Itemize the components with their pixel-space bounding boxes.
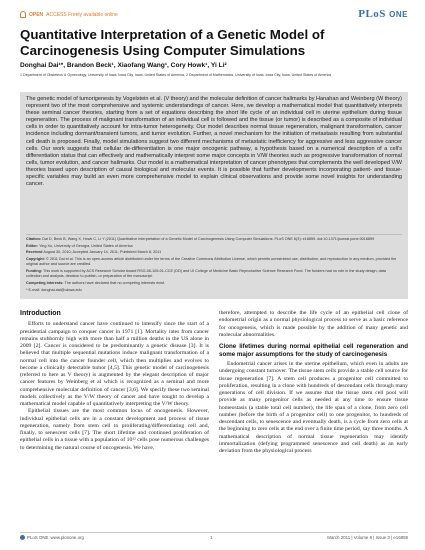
footer-journal	[20, 535, 84, 540]
funding-line: Funding: This work is supported by ACS Research Scholar Award RSG-06-105-01-CCE (DD) and UI College of Medicine Basic Reproductive Science Research Fund. The funders had no role in the study design, data collection and analysis, decision to publish, or preparation of the manuscript.	[26, 269, 386, 279]
funding: This work is supported by ACS Research Scholar Award RSG-06-105-01-CCE (DD) and UI College of Medicine Basic Reproductive Science Research Fund. The funders had no role in the study design, data collection and analysis, decision to publish, or preparation of the manuscript.	[26, 269, 386, 279]
citation: Dai D, Beck B, Wang X, Howk C, Li Y (2011) Quantitative Interpretation of a Genetic Model of Carcinogenesis Using Computer Simulations. PLoS ONE 6(3): e16859. doi:10.1371/journal.pone.0016859	[42, 237, 375, 241]
dates: August 30, 2010; Accepted January 14, 2011; Published March 8, 2011	[43, 250, 162, 255]
paragraph: Efforts to understand cancer have continued to intensify since the start of a presidential campaign to conquer cancer in 1971 [1]. Mortality rates from cancer remains stubbornly high with more than half a million deaths in the US alone in 2009 [2]. Cancer is considered to be predominantly a genetic disease [3]. It is believed that multiple sequential mutations induce malignant transformation of a normal cell into the cancer founder cell, which then multiplies and evolves to become a clinically detectable tumor [4,5]. This genetic model of carcinogenesis (referred to here as V theory) is augmented by the elegant description of major cancer features by Weinberg et al which is recognized as a seminal and more comprehensive molecular definition of cancer [3,6]. We specify these two seminal models collectively as the V/W theory of cancer and have sought to develop a mathematical model capable of quantitatively interpreting the V/W theory.	[20, 321, 209, 407]
page-header	[20, 8, 408, 22]
competing-interests: The authors have declared that no competing interests exist.	[64, 280, 165, 285]
divider	[26, 234, 402, 235]
footer-site-link[interactable]: www.plosone.org	[50, 535, 84, 540]
affiliations: 1 Department of Obstetrics & Gynecology, University of Iowa, Iowa City, Iowa, United States of America, 2 Department of Mathematics, University of Iowa, Iowa City, Iowa, United States of America	[20, 73, 332, 77]
abstract-box	[20, 92, 408, 299]
open-access-label: OPEN	[29, 11, 44, 18]
footer-journal-name: PLoS ONE	[27, 535, 49, 540]
editor-line: Editor: Ying Xu, University of Georgia, United States of America	[26, 243, 133, 248]
paragraph: Epithelial tissues are the most common locus of oncogenesis. However, individual epithelial cells are in a constant development and process of tissue regeneration, namely from stem cell to proliferating/differentiating cell and, finally, to senescent cells [7]. The short lifetime and continued proliferation of epithelial cells in a tissue with a population of 10¹² cells pose numerous challenges to determining the natural course of oncogenesis. We have,	[20, 408, 209, 451]
subsection-heading: Clone lifetimes during normal epithelial cell regeneration and some major assumptions for the study of carcinogenesis	[219, 343, 408, 358]
plos-logo-icon	[20, 535, 25, 540]
open-lock-icon	[20, 11, 26, 18]
journal-logo-text: PLoS	[358, 8, 386, 20]
abstract-text: The genetic model of tumorigenesis by Vogelstein et al. (V theory) and the molecular definition of cancer hallmarks by Hanahan and Weinberg (W theory) represent two of the most comprehensive and systemic understandings of cancer. Here, we develop a mathematical model that quantitatively interprets these seminal cancer theories, starting from a set of equations describing the short life cycle of an individual cell in uterine epithelium during tissue regeneration. The process of malignant transformation of an individual cell is followed and the tissue (or tumor) is described as a composite of individual cells in order to quantitatively account for intra-tumor heterogeneity. Our model describes normal tissue regeneration, malignant transformation, cancer incidence including dormant/transient tumors, and tumor evolution. Further, a novel mechanism for the initiation of metastasis resulting from substantial cell death is proposed. Finally, model simulations suggest two different mechanisms of metastatic inefficiency for aggressive and less aggressive cancer cells. Our work suggests that cellular de-differentiation is one major oncogenic pathway, a hypothesis based on a numerical description of a cell's differentiation status that can effectively and mathematically interpret some major concepts in V/W theories such as progressive transformation of normal cells, tumor evolution, and cancer hallmarks. Our model is a mathematical interpretation of cancer phenotypes that complements the well developed V/W theories based upon description of causal biological and molecular events. It is possible that further developments incorporating patient- and tissue-specific variables may build an even more comprehensive model to explain clinical observations and provide some novel insights for understanding cancer.	[26, 96, 402, 188]
copyright: © 2011 Dai et al. This is an open-access article distributed under the terms of the Creative Commons Attribution License, which permits unrestricted use, distribution, and reproduction in any medium, provided the original author and source are credited.	[26, 257, 397, 267]
dates-line: Received August 30, 2010; Accepted January 14, 2011; Published March 8, 2011	[26, 250, 162, 255]
citation-line: Citation: Dai D, Beck B, Wang X, Howk C, Li Y (2011) Quantitative Interpretation of a Genetic Model of Carcinogenesis Using Computer Simulations. PLoS ONE 6(3): e16859. doi:10.1371/journal.pone.0016859	[26, 237, 375, 241]
email-line[interactable]: * E-mail: donghai-dai@uiowa.edu	[26, 287, 82, 292]
issue-info: March 2011 | Volume 6 | Issue 3 | e16859	[327, 535, 408, 540]
section-heading-introduction: Introduction	[20, 310, 61, 317]
competing-interests-line: Competing Interests: The authors have declared that no competing interests exist.	[26, 280, 165, 285]
journal-logo[interactable]	[358, 8, 408, 20]
open-access-badge[interactable]	[20, 11, 118, 18]
article-metadata	[26, 237, 402, 294]
paragraph: therefore, attempted to describe the life cycle of an epithelial cell clone of endometrial origin as a normal physiological process to serve as a basic reference for oncogenesis, which is made possible by the addition of many genetic and molecular abnormalities.	[219, 310, 408, 338]
journal-logo-suffix: ONE	[389, 10, 408, 19]
article-title: Quantitative Interpretation of a Genetic Model of Carcinogenesis Using Computer Simulations	[20, 27, 325, 58]
page-footer	[20, 532, 408, 542]
left-column	[20, 310, 209, 452]
copyright-line: Copyright: © 2011 Dai et al. This is an open-access article distributed under the terms of the Creative Commons Attribution License, which permits unrestricted use, distribution, and reproduction in any medium, provided the original author and source are credited.	[26, 257, 397, 267]
author-list: Donghai Dai¹*, Brandon Beck¹, Xiaofang Wang¹, Cory Howk¹, Yi Li²	[20, 62, 227, 69]
right-column	[219, 310, 408, 455]
editor: Ying Xu, University of Georgia, United States of America	[39, 243, 133, 248]
open-access-text: ACCESS Freely available online	[46, 11, 118, 18]
page-number: 1	[210, 535, 213, 540]
paragraph: Endometrial cancer arises in the uterine epithelium, which even in adults are undergoing constant turnover. The tissue stem cells provide a stable cell source for tissue regeneration [7]. A stem cell produces a progenitor cell committed to proliferation, resulting in a clone with hundreds of descendant cells through many generations of cell division. If we assume that the tissue stem cell pool will provide as many progenitor cells as needed at any time to ensure tissue homeostasis (a stable total cell number), the life span of a clone, from zero cell number (before the birth of a progenitor cell) to one progenitor, to hundreds of descendant cells, to senescence and eventually death, is a cycle from zero cells at the beginning to zero cells at the end over a finite time period, say three months. A mathematical description of normal tissue regeneration may identify immortalization (defying programmed senescence and cell death) as an early deviation from the physiological process	[219, 361, 408, 455]
